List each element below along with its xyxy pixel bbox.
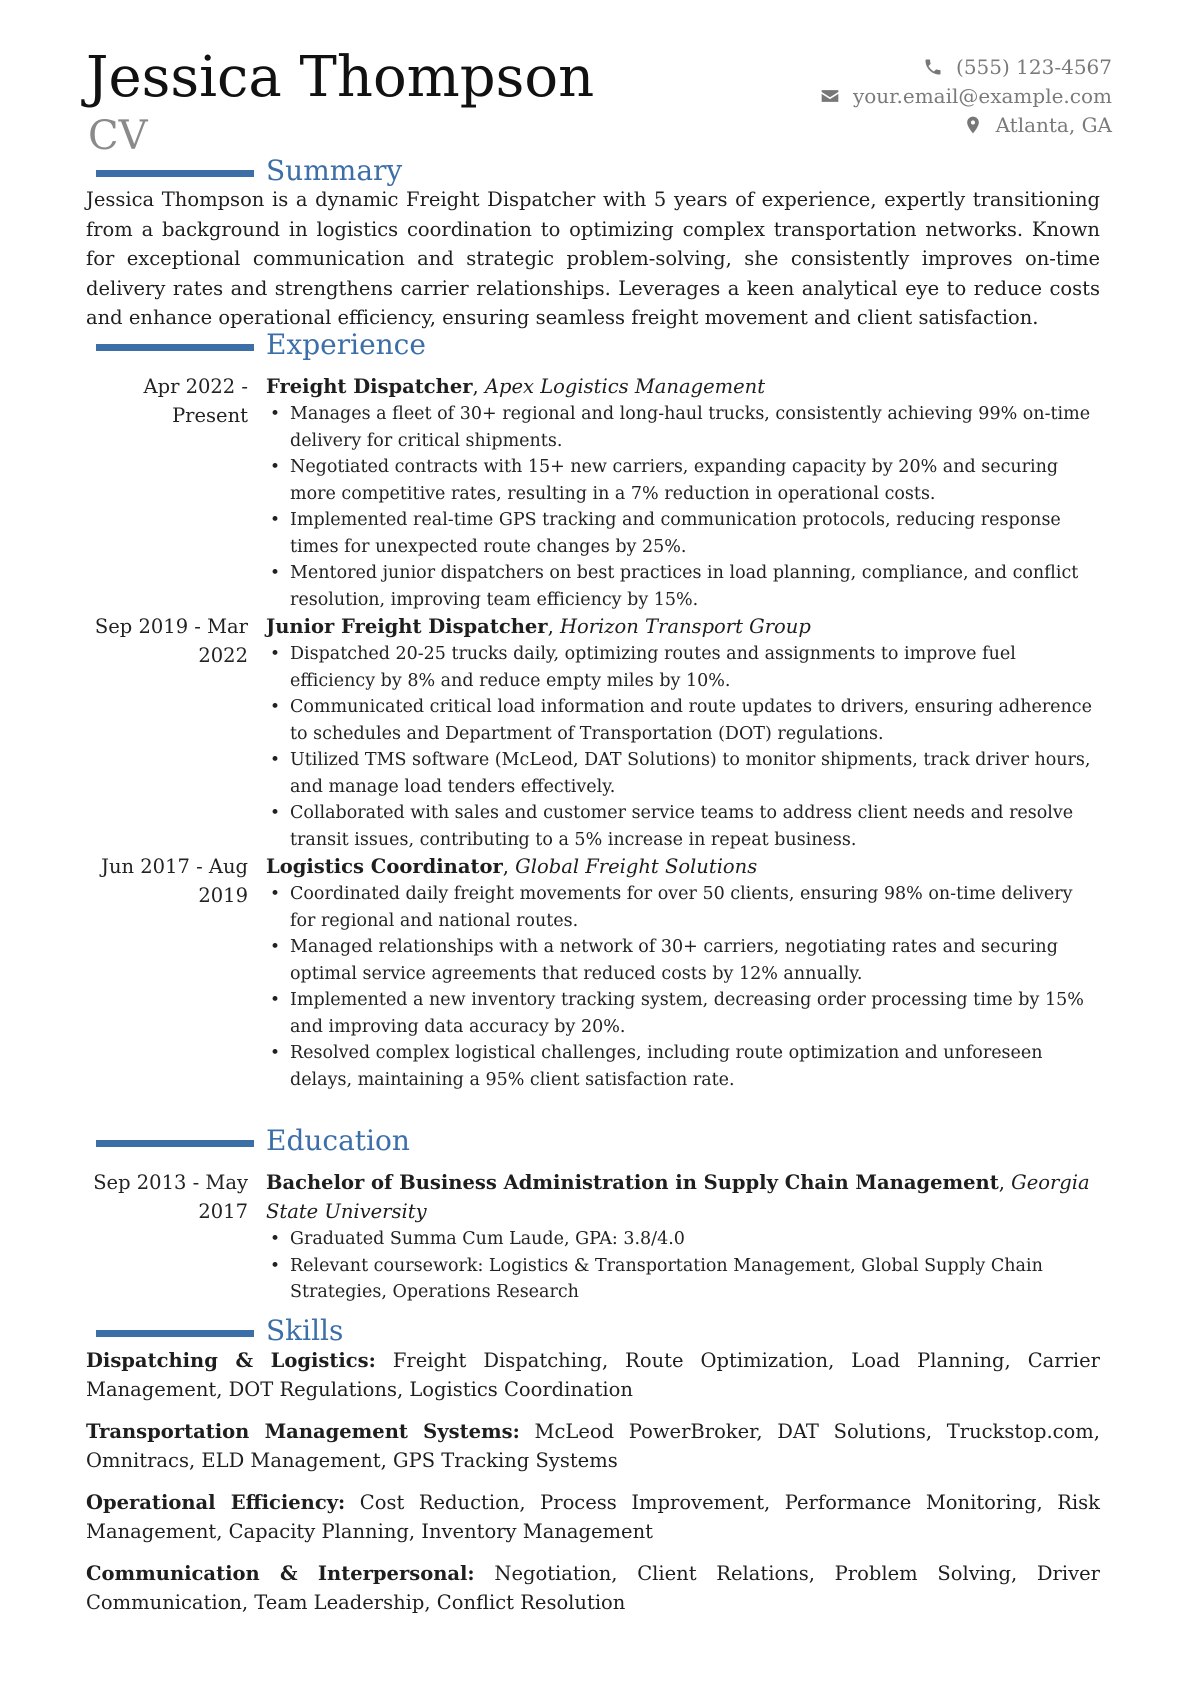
bullet-item: • Managed relationships with a network of 30+ carriers, negotiating rates and securing optimal service agreements that reduced costs by 12% annually. bbox=[266, 934, 1102, 987]
map-pin-icon bbox=[962, 114, 984, 136]
section-title: Summary bbox=[266, 154, 403, 187]
entry-heading: Junior Freight Dispatcher, Horizon Transport Group bbox=[266, 615, 811, 638]
bullet-list bbox=[266, 881, 1102, 1093]
section-title: Experience bbox=[266, 328, 426, 361]
date-line: 2022 bbox=[198, 644, 248, 667]
entry-heading: Bachelor of Business Administration in Supply Chain Management, Georgia State University bbox=[266, 1171, 1090, 1223]
skill-label: Dispatching & Logistics: bbox=[86, 1349, 376, 1372]
entry-date bbox=[86, 1168, 248, 1226]
location-text: Atlanta, GA bbox=[995, 112, 1112, 137]
envelope-icon bbox=[819, 85, 841, 107]
bullet-item: • Dispatched 20-25 trucks daily, optimizing routes and assignments to improve fuel efficiency by 8% and reduce empty miles by 10%. bbox=[266, 641, 1102, 694]
bullet-list bbox=[266, 641, 1102, 853]
skill-group bbox=[86, 1488, 1100, 1546]
skill-label: Communication & Interpersonal: bbox=[86, 1562, 475, 1585]
skill-label: Transportation Management Systems: bbox=[86, 1420, 520, 1443]
entry-date bbox=[86, 852, 248, 910]
company-name: Apex Logistics Management bbox=[484, 375, 766, 398]
skill-items: Cost Reduction, Process Improvement, Performance Monitoring, Risk Management, Capacity Planning, Inventory Management bbox=[86, 1491, 1100, 1543]
degree-title: Bachelor of Business Administration in Supply Chain Management bbox=[266, 1171, 999, 1194]
entry-heading: Freight Dispatcher, Apex Logistics Management bbox=[266, 375, 766, 398]
entry-date bbox=[86, 372, 248, 430]
bullet-item: • Mentored junior dispatchers on best practices in load planning, compliance, and conflict resolution, improving team efficiency by 15%. bbox=[266, 560, 1102, 613]
bullet-list bbox=[266, 1226, 1102, 1306]
date-line: Jun 2017 - Aug bbox=[101, 855, 248, 878]
contact-phone bbox=[819, 52, 1112, 81]
bullet-item: • Implemented real-time GPS tracking and communication protocols, reducing response times for unexpected route changes by 25%. bbox=[266, 507, 1102, 560]
section-title: Education bbox=[266, 1124, 410, 1157]
bullet-item: • Negotiated contracts with 15+ new carriers, expanding capacity by 20% and securing more competitive rates, resulting in a 7% reduction in operational costs. bbox=[266, 454, 1102, 507]
date-line: Sep 2013 - May bbox=[93, 1171, 248, 1194]
contact-location bbox=[819, 110, 1112, 139]
job-title: Freight Dispatcher bbox=[266, 375, 473, 398]
bullet-item: • Collaborated with sales and customer service teams to address client needs and resolve transit issues, contributing to a 5% increase in repeat business. bbox=[266, 800, 1102, 853]
bullet-item: • Graduated Summa Cum Laude, GPA: 3.8/4.0 bbox=[266, 1226, 1102, 1253]
contact-block bbox=[819, 52, 1112, 139]
job-title: Junior Freight Dispatcher bbox=[266, 615, 548, 638]
date-line: Present bbox=[172, 404, 248, 427]
summary-text: Jessica Thompson is a dynamic Freight Dispatcher with 5 years of experience, expertly transitioning from a background in logistics coordination to optimizing complex transportation networks. Known for exceptional communication and strategic problem-solving, she consistently improves on-time delivery rates and strengthens carrier relationships. Leverages a keen analytical eye to reduce costs and enhance operational efficiency, ensuring seamless freight movement and client satisfaction. bbox=[86, 188, 1100, 329]
candidate-name: Jessica Thompson bbox=[86, 45, 595, 110]
skill-group bbox=[86, 1559, 1100, 1617]
bullet-list bbox=[266, 401, 1102, 613]
skill-group bbox=[86, 1346, 1100, 1404]
phone-icon bbox=[922, 56, 944, 78]
bullet-item: • Implemented a new inventory tracking system, decreasing order processing time by 15% and improving data accuracy by 20%. bbox=[266, 987, 1102, 1040]
bullet-item: • Relevant coursework: Logistics & Transportation Management, Global Supply Chain Strategies, Operations Research bbox=[266, 1253, 1102, 1306]
company-name: Horizon Transport Group bbox=[559, 615, 811, 638]
bullet-item: • Coordinated daily freight movements for over 50 clients, ensuring 98% on-time delivery for regional and national routes. bbox=[266, 881, 1102, 934]
email-text[interactable]: your.email@example.com bbox=[852, 83, 1112, 108]
bullet-item: • Communicated critical load information and route updates to drivers, ensuring adherence to schedules and Department of Transportation (DOT) regulations. bbox=[266, 694, 1102, 747]
skill-items: Freight Dispatching, Route Optimization, Load Planning, Carrier Management, DOT Regulations, Logistics Coordination bbox=[86, 1349, 1100, 1401]
company-name: Global Freight Solutions bbox=[515, 855, 758, 878]
document-subtitle: CV bbox=[88, 113, 148, 159]
bullet-item: • Utilized TMS software (McLeod, DAT Solutions) to monitor shipments, track driver hours, and manage load tenders effectively. bbox=[266, 747, 1102, 800]
skill-group bbox=[86, 1417, 1100, 1475]
section-accent-bar bbox=[96, 1330, 254, 1337]
section-heading-education bbox=[96, 1124, 410, 1158]
school-name: Georgia State University bbox=[266, 1171, 1090, 1223]
date-line: Apr 2022 - bbox=[143, 375, 248, 398]
date-line: 2019 bbox=[198, 884, 248, 907]
bullet-item: • Resolved complex logistical challenges, including route optimization and unforeseen delays, maintaining a 95% client satisfaction rate. bbox=[266, 1040, 1102, 1093]
skill-items: McLeod PowerBroker, DAT Solutions, Truckstop.com, Omnitracs, ELD Management, GPS Tracking Systems bbox=[86, 1420, 1100, 1472]
section-heading-experience bbox=[96, 328, 426, 362]
date-line: Sep 2019 - Mar bbox=[94, 615, 248, 638]
section-title: Skills bbox=[266, 1314, 344, 1347]
section-heading-skills bbox=[96, 1314, 343, 1348]
entry-date bbox=[86, 612, 248, 670]
job-title: Logistics Coordinator bbox=[266, 855, 503, 878]
section-accent-bar bbox=[96, 170, 254, 177]
contact-email bbox=[819, 81, 1112, 110]
section-accent-bar bbox=[96, 1140, 254, 1147]
bullet-item: • Manages a fleet of 30+ regional and long-haul trucks, consistently achieving 99% on-time delivery for critical shipments. bbox=[266, 401, 1102, 454]
skill-label: Operational Efficiency: bbox=[86, 1491, 346, 1514]
skill-items: Negotiation, Client Relations, Problem Solving, Driver Communication, Team Leadership, Conflict Resolution bbox=[86, 1562, 1100, 1614]
date-line: 2017 bbox=[198, 1200, 248, 1223]
phone-text[interactable]: (555) 123-4567 bbox=[956, 54, 1112, 79]
section-accent-bar bbox=[96, 344, 254, 351]
section-heading-summary bbox=[96, 154, 402, 188]
entry-heading: Logistics Coordinator, Global Freight Solutions bbox=[266, 855, 758, 878]
